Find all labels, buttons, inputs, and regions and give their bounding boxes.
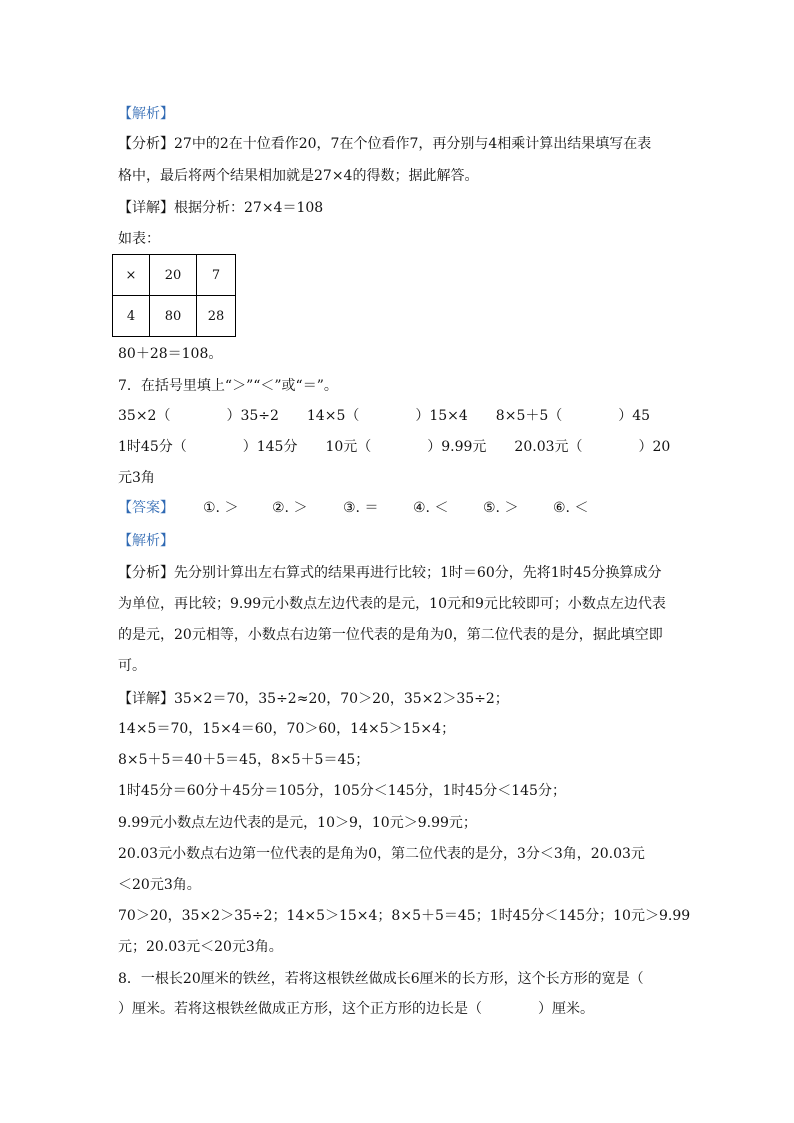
question-7-row: 1时45分（ ）145分 10元（ ）9.99元 20.03元（ ）20 xyxy=(118,439,671,455)
answer-item: ④. ＜ xyxy=(413,500,449,516)
question-7-title: 7．在括号里填上“＞”“＜”或“＝”。 xyxy=(118,378,338,394)
table-cell: 4 xyxy=(113,296,150,337)
analysis-text: 27中的2在十位看作20，7在个位看作7，再分别与4相乘计算出结果填写在表 xyxy=(174,136,652,152)
detail-tag: 【详解】 xyxy=(118,691,174,707)
detail-text: 根据分析：27×4＝108 xyxy=(174,200,324,216)
detail-line: 20.03元小数点右边第一位代表的是角为0，第二位代表的是分，3分＜3角，20.03元 xyxy=(118,846,645,862)
detail-line xyxy=(118,198,323,218)
analysis-line: 可。 xyxy=(118,658,146,674)
detail-tag: 【详解】 xyxy=(118,200,174,216)
table-cell: 80 xyxy=(150,296,197,337)
analysis-line: 格中，最后将两个结果相加就是27×4的得数；据此解答。 xyxy=(118,168,479,184)
analysis-line: 的是元，20元相等，小数点右边第一位代表的是角为0，第二位代表的是分，据此填空即 xyxy=(118,627,663,643)
analysis-line xyxy=(118,134,651,154)
analysis-tag: 【分析】 xyxy=(118,565,174,581)
detail-line: 9.99元小数点左边代表的是元，10＞9，10元＞9.99元； xyxy=(118,815,477,831)
analysis-line xyxy=(118,563,661,583)
table-caption: 如表： xyxy=(118,231,160,247)
table-cell: 28 xyxy=(197,296,236,337)
answer-item: ⑥. ＜ xyxy=(553,500,589,516)
answer-tag: 【答案】 xyxy=(118,500,174,516)
table-row xyxy=(113,255,236,296)
question-8-text: 8．一根长20厘米的铁丝，若将这根铁丝做成长6厘米的长方形，这个长方形的宽是（ xyxy=(118,971,644,987)
answer-item: ②. ＞ xyxy=(272,500,308,516)
detail-line: 14×5＝70，15×4＝60，70＞60，14×5＞15×4； xyxy=(118,721,456,737)
table-row xyxy=(113,296,236,337)
answer-item: ⑤. ＞ xyxy=(483,500,519,516)
answer-item: ①. ＞ xyxy=(203,500,239,516)
analysis-tag: 【分析】 xyxy=(118,136,174,152)
jiexi-heading-q6: 【解析】 xyxy=(118,106,174,122)
multiplication-table xyxy=(112,254,236,337)
detail-line: 元；20.03元＜20元3角。 xyxy=(118,939,283,955)
table-cell: 7 xyxy=(197,255,236,296)
sum-line: 80＋28＝108。 xyxy=(118,346,223,362)
detail-line: 1时45分＝60分＋45分＝105分，105分＜145分，1时45分＜145分； xyxy=(118,783,566,799)
jiexi-heading-q7: 【解析】 xyxy=(118,533,174,549)
detail-line: 8×5＋5＝40＋5＝45，8×5＋5＝45； xyxy=(118,752,370,768)
detail-line: ＜20元3角。 xyxy=(118,877,201,893)
analysis-text: 先分别计算出左右算式的结果再进行比较；1时＝60分，先将1时45分换算成分 xyxy=(174,565,662,581)
analysis-line: 为单位，再比较；9.99元小数点左边代表的是元，10元和9元比较即可；小数点左边代表 xyxy=(118,596,666,612)
table-cell: × xyxy=(113,255,150,296)
question-7-row: 元3角 xyxy=(118,470,155,486)
table-cell: 20 xyxy=(150,255,197,296)
question-8-text: ）厘米。若将这根铁丝做成正方形，这个正方形的边长是（ ）厘米。 xyxy=(118,1001,594,1017)
question-7-row: 35×2（ ）35÷2 14×5（ ）15×4 8×5＋5（ ）45 xyxy=(118,408,651,424)
detail-line xyxy=(118,689,509,709)
detail-line: 70＞20，35×2＞35÷2；14×5＞15×4；8×5＋5＝45；1时45分＜145分；10元＞9.99 xyxy=(118,908,691,924)
answer-item: ③. ＝ xyxy=(343,500,379,516)
detail-text: 35×2＝70，35÷2≈20，70＞20，35×2＞35÷2； xyxy=(174,691,509,707)
